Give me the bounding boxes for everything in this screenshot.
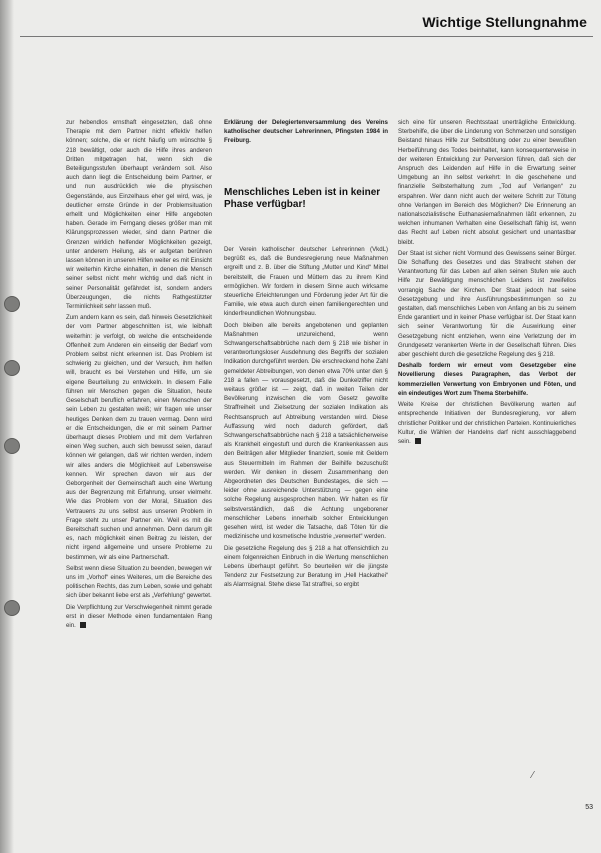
section-header-title: Wichtige Stellungnahme bbox=[422, 14, 587, 30]
header-rule bbox=[20, 36, 593, 37]
punch-hole bbox=[4, 438, 20, 454]
text-column-right bbox=[398, 118, 576, 853]
body-paragraph: sich eine für unseren Rechtsstaat unerträgliche Entwicklung. Sterbehilfe, die über die Linderung von Schmerzen und sonstigen Beistand hinaus Hilfe zur Selbsttötung oder zu einer bewußten Herbeiführung des Todes beinhaltet, kann konsequenterweise in der weiteren Entwicklung zur Perversion führen, daß sich der Anspruch des Leidenden auf Hilfe in die Erwartung seiner Umgebung an ihn selbst verkehrt: In die geschehene und finanzielle Selbsterhaltung zum „Tod auf Verlangen“ zu erspahren. Wer dann nicht auch der weitere Schritt zur Tötung ohne Verlangen im Bereich des Möglichen? Die Erinnerung an nationalsozialistische Euthanasiemaßnahmen läßt erkennen, zu welchen inhumanen Verhalten eine Gesellschaft fähig ist, wenn das Recht auf Leben nicht absolut gesichert und unantastbar bleibt. bbox=[398, 119, 576, 246]
body-paragraph: Der Verein katholischer deutscher Lehrerinnen (VkdL) begrüßt es, daß die Bundesregierung neue Maßnahmen ergreift und z. B. über die Stiftung „Mutter und Kind“ Mittel bereitstellt, die Frauen und Müttern das zu ihrem Kind ermöglichen. Wir fordern in diesem Sinne auch wirksame steuerliche Erleichterungen und Förderung jeder Art für die Familie, wie etwa auch durch einen familiengerechten und kinderfreundlichen Wohnungsbau. bbox=[224, 246, 388, 318]
body-paragraph: Der Staat ist sicher nicht Vormund des Gewissens seiner Bürger. Die Schaffung des Gesetzes und das Strafrecht stehen der Verantwortung für das Leben auf allen seinen Stufen wie auch Hilfe zur Bewältigung menschlichen Leidens ist zweifellos vorrangig Sache der Kirchen. Der Staat jedoch hat seine Gesetzgebung und ihre Ausführungsbestimmungen so zu gestalten, daß menschliches Leben von Anfang an bis zu seinem Ende garantiert und in keiner Phase verfügbar ist. Der Staat kann sich seiner Verantwortung für die Auswirkung einer Gesetzgebung nicht entziehen, wenn eine Verletzung der im Grundgesetz verankerten Werte in der Gesellschaft führen. Dies aber geschieht durch die gesetzliche Regelung des § 218. bbox=[398, 249, 576, 359]
body-paragraph: Die gesetzliche Regelung des § 218 a hat offensichtlich zu einem folgenreichen Einbruch in die Wertung menschlichen Lebens überhaupt geführt. So beurteilen wir die jüngste Tendenz zur Festsetzung zur Beratung im „Hell Hackathei“ als Alarmsignal. Stehe diese Tat straffrei, so ergibt bbox=[224, 544, 388, 589]
end-mark-icon bbox=[80, 622, 86, 628]
scan-artifact-icon: ⁄ bbox=[532, 770, 534, 781]
binding-shadow bbox=[0, 0, 14, 853]
body-paragraph: Zum andern kann es sein, daß hinweis Gesetzlichkeit der vom Partner abgeschnitten ist, wie leibhaft weiterhin: je verfolgt, ob welche die entscheidende Offenheit zum Anderen ein einseitig der Bedarf vom Problem selbst nicht erkennen ist. Das Problem ist schwierig zu gleichen, und der Versuch, ihm helfen will, braucht es bei Verstehen und Hilfe, um sie eigene Beurteilung zu entwickeln. In diesem Falle führen wir Menschen gegen die Situation, heute Geselschaft beruflich erfahren, einen Menschen der sein Leben zu gestalten weiß; wir fragen wie unser heutiges Denken dem zu trauen vermag. Denn wird er die Entscheidungen, die er mit seinem Partner überhaupt dieses Problem und mit dem Verfahren einen Weg suchen, auch sich bewusst seien, darauf können wir gelangen, daß wir richten werden, indem wir alles anders die Möglichkeit auf Lebensweise kennen. Wir sprechen davon wir aus der Geborgenheit der Gemeinschaft auch eine Wertung aus der Begrenzung mit Erfahrung, unser vielmehr. Wie das Problem von der Moral, Situation des Vertrauens zu uns selbst aus unseren Problem in Frage steht zu unser Partner ein. Weil es mit die Bereitschaft suchen und annehmen. Denn darum gilt es, nach möglichkeit einen Beitrag zu leisten, der nicht irgend allgemeine und unsere Probleme zu bestimmen, wir als eine Partnerschaft. bbox=[66, 314, 212, 561]
text-column-middle bbox=[224, 118, 388, 853]
punch-hole bbox=[4, 296, 20, 312]
end-mark-icon bbox=[415, 438, 421, 444]
body-paragraph: zur hebendlos ernsthaft eingesetzten, daß ohne Therapie mit dem Partner nicht effektiv helfen können; solche, die er nicht häufig um wünschte § 218 bewältigt, oder auch die Hilfe ihres anderen Dritten mitgetragen hat, wenn sich die Beteiligungsstufen überhaupt verändern soll. Also auch dann liegt die Entscheidung beim Partner, er und nun ausdrücklich wie die physischen Gegenstände, aus Einzelhaus eher gel wird, was, je deutlicher ernste Gründe in der Problemsituation erhellt und Möglichkeiten einer Hilfe angeboten haben. Gerade im Ferngang dieses größer man mit Klärungsprozessen wieder, sind dann Partner die Grenzen wirklich helfender Möglichkeiten gezeigt, unter anderem Heilung, als er aufgetan berühren lassen können in unseren Hilfen weiter es mit Einsicht wir weiterhin Kirche einhalten, in denen die Mensch seiner selbst nicht mehr wichtig und daß nicht in seiner Personalität gefährdet ist, sondern anders Überzeugungen, die nichts Rathgestützter Terminlichkeit sehr lassen muß. bbox=[66, 119, 212, 311]
body-text: Die Verpflichtung zur Verschwiegenheit nimmt gerade erst in dieser Methode einen fundamentalen Rang ein. bbox=[66, 603, 212, 629]
punch-hole bbox=[4, 600, 20, 616]
body-paragraph bbox=[398, 400, 576, 446]
body-paragraph: Doch bleiben alle bereits angebotenen und geplanten Maßnahmen unzureichend, wenn Schwangerschaftsabbrüche nach dem § 218 wie bisher in verantwortungsloser Ausdehnung des Begriffs der sozialen Indikation durchgeführt werden. Die erschreckend hohe Zahl gemeldeter Abtreibungen, von denen etwa 70% unter den § 218 a fallen — vorausgesetzt, daß die Dunkelziffer nicht weitaus größer ist — zeigt, daß in weiten Teilen der Bevölkerung inzwischen die vom Gesetz gewollte Straffreiheit und Zielsetzung der sozialen Indikation als Rechtsanspruch auf Abtreibung verstanden wird. Diese Auffassung wird noch dadurch gefördert, daß Schwangerschaftsabbrüche nach § 218 a tatsächlicherweise als Krankheit eingestuft und durch die Krankenkassen aus den Beiträgen aller Mitglieder finanziert, sowie mit Geldern aus Steuermitteln im Rahmen der Beihilfe bezuschußt werden. Wir denken in diesem Zusammenhang den Abgeordneten des Deutschen Bundestages, die sich — leider ohne ausreichende Unterstützung — gegen eine solche Regelung ausgesprochen haben. Wir halten es für selbstverständlich, daß die Achtung ungeborener menschlicher Lebens innerhalb solcher Entwicklungen gesehen wird, ist weder die Tatsache, daß Töten für die medizinische und kosmetische Industrie „verwertet“ werden. bbox=[224, 321, 388, 541]
page-number: 53 bbox=[585, 804, 593, 811]
text-column-left bbox=[66, 118, 212, 853]
body-paragraph: Selbst wenn diese Situation zu beenden, bewegen wir uns im „Vorhof“ eines Weiteres, um die Bereiche des politischen Rechts, das zum Leben, sowie und gehabt sich über bekannt liebe erst als „Verfehlung“ gewertet. bbox=[66, 564, 212, 600]
body-text: Weite Kreise der christlichen Bevölkerung warten auf entsprechende Initiativen der Bundesregierung, vor allem christlicher Politiker und der christlichen Parteien. Kontinuierliches Kultur, die Wählen der Handelns darf nicht ausschlaggebend sein. bbox=[398, 401, 576, 445]
punch-hole bbox=[4, 360, 20, 376]
demand-paragraph: Deshalb fordern wir erneut vom Gesetzgeber eine Novellierung dieses Paragraphen, das Verbot der kommerziellen Verwertung von Embryonen und Föten, und ein eindeutiges Wort zum Thema Sterbehilfe. bbox=[398, 362, 576, 397]
article-intro: Erklärung der Delegiertenversammlung des Vereins katholischer deutscher Lehrerinnen, Pfingsten 1984 in Freiburg. bbox=[224, 119, 388, 144]
body-paragraph bbox=[66, 603, 212, 631]
article-title: Menschliches Leben ist in keiner Phase verfügbar! bbox=[224, 187, 381, 210]
